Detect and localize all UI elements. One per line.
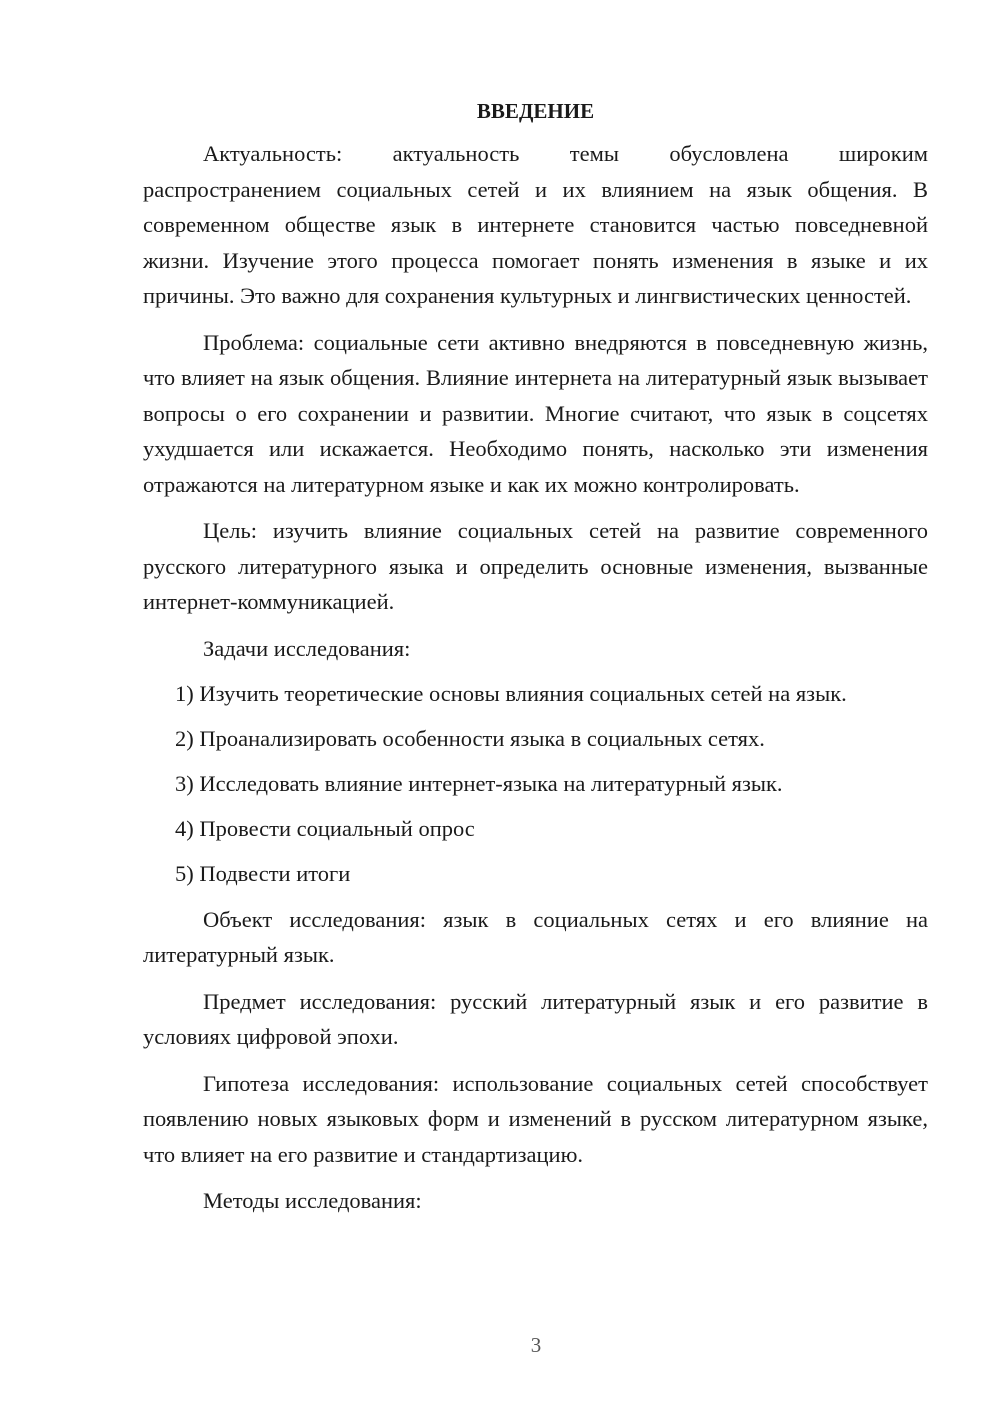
subject-paragraph: Предмет исследования: русский литературный язык и его развитие в условиях цифровой эпохи. [143,988,928,1049]
methods-heading: Методы исследования: [203,1188,422,1213]
relevance-paragraph: Актуальность: актуальность темы обусловлена широким распространением социальных сетей и их влиянием на язык общения. В современном обществе язык в интернете становится частью повседневной жизни. Изучение этого процесса помогает понять изменения в языке и их причины. Это важно для сохранения культурных и лингвистических ценностей. [143,141,928,308]
document-page [143,96,928,1229]
goal-paragraph: Цель: изучить влияние социальных сетей на развитие современного русского литературного языка и определить основные изменения, вызванные интернет-коммуникацией. [143,518,928,614]
hypothesis-paragraph: Гипотеза исследования: использование социальных сетей способствует появлению новых языковых форм и изменений в русском литературном языке, что влияет на его развитие и стандартизацию. [143,1070,928,1167]
page-title: ВВЕДЕНИЕ [476,99,595,123]
task-item: 5) Подвести итоги [175,861,351,886]
task-item: 2) Проанализировать особенности языка в социальных сетях. [175,726,765,751]
task-list [143,676,928,892]
task-item: 1) Изучить теоретические основы влияния социальных сетей на язык. [175,681,847,706]
task-item: 4) Провести социальный опрос [175,816,475,841]
object-paragraph: Объект исследования: язык в социальных сетях и его влияние на литературный язык. [143,906,928,967]
page-number: 3 [530,1333,542,1357]
problem-paragraph: Проблема: социальные сети активно внедряются в повседневную жизнь, что влияет на язык общения. Влияние интернета на литературный язык вызывает вопросы о его сохранении и развитии. Многие считают, что язык в соцсетях ухудшается или искажается. Необходимо понять, насколько эти изменения отражаются на литературном языке и как их можно контролировать. [143,329,928,497]
tasks-heading: Задачи исследования: [203,635,411,661]
task-item: 3) Исследовать влияние интернет-языка на литературный язык. [175,771,783,796]
